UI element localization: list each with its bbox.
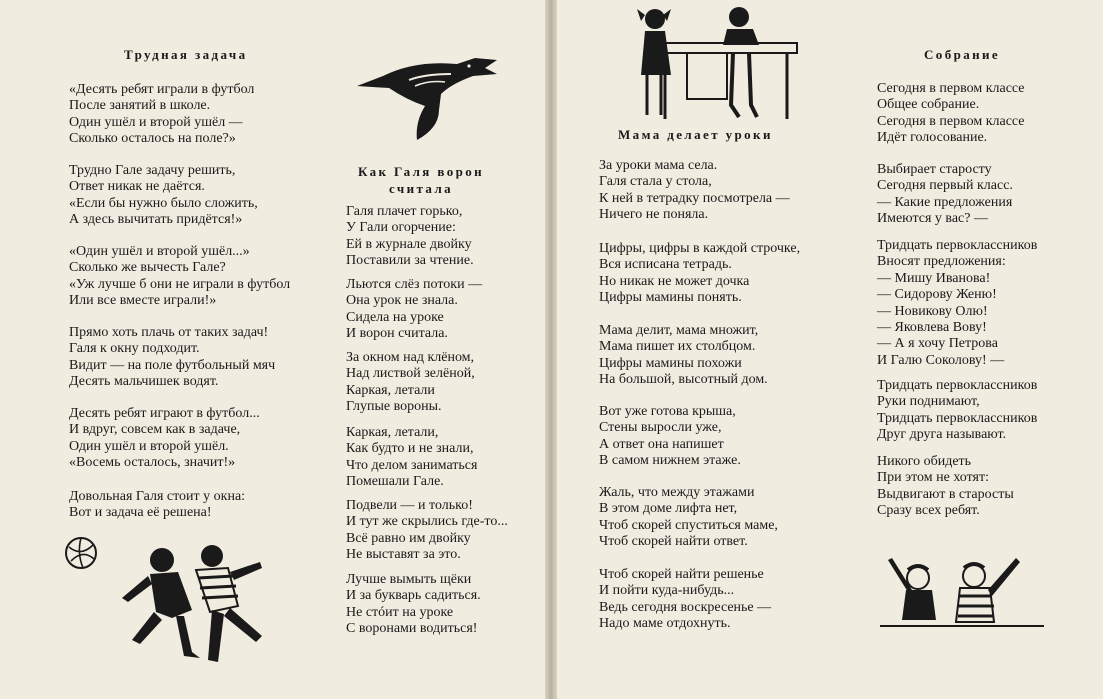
poem-line: За уроки мама села. (599, 158, 718, 173)
poem-line: Общее собрание. (877, 97, 980, 113)
poem-line: Довольная Галя стоит у окна: (69, 489, 246, 504)
mother-and-daughter-illustration (627, 5, 799, 123)
poem-stanza (599, 241, 800, 307)
poem-line: Один ушёл и второй ушёл — (69, 114, 243, 130)
poem-line: Льются слёз потоки — (346, 277, 483, 292)
poem-line: К ней в тетрадку посмотрела — (599, 190, 790, 206)
children-raising-hands-illustration (878, 540, 1046, 632)
poem-line: Но никак не может дочка (599, 273, 750, 289)
poem-line: — Какие предложения (877, 194, 1013, 210)
poem-line: Сразу всех ребят. (877, 503, 980, 519)
poem-line: Вот уже готова крыша, (599, 404, 736, 419)
poem-line: «Если бы нужно было сложить, (69, 195, 258, 211)
poem-line: И за букварь садиться. (346, 588, 481, 604)
poem-line: Видит — на поле футбольный мяч (69, 357, 276, 373)
poem-line: Ей в журнале двойку (346, 236, 472, 252)
poem-line: Жаль, что между этажами (599, 485, 755, 500)
poem-line: Цифры, цифры в каждой строчке, (599, 241, 801, 256)
poem-line: Помешали Гале. (346, 474, 444, 490)
book-spine (545, 0, 557, 699)
poem-line: Имеются у вас? — (877, 211, 988, 227)
poem-line: — Сидорову Женю! (877, 287, 997, 303)
poem-title-line: считала (388, 181, 454, 196)
poem-line: «Восемь осталось, значит!» (69, 455, 236, 471)
football-illustration (63, 535, 99, 571)
poem-line: А здесь вычитать придётся!» (69, 212, 243, 228)
poem-line: Не стóит на уроке (346, 604, 454, 620)
poem-line: Чтоб скорей спуститься маме, (599, 517, 778, 533)
poem-stanza (877, 81, 1025, 147)
poem-line: Ответ никак не даётся. (69, 179, 205, 195)
poem-line: Тридцать первоклассников (877, 238, 1038, 253)
poem-line: Цифры мамины понять. (599, 290, 742, 306)
poem-line: Прямо хоть плачь от таких задач! (69, 325, 269, 340)
poem-line: Или все вместе играли!» (69, 293, 217, 309)
poem-stanza (346, 425, 477, 491)
poem-line: Вносят предложения: (877, 254, 1006, 270)
poem-line: Она урок не знала. (346, 293, 458, 309)
poem-line: Сидела на уроке (346, 309, 444, 325)
poem-line: И тут же скрылись где-то... (346, 514, 508, 530)
poem-stanza (346, 350, 475, 416)
poem-line: На большой, высотный дом. (599, 372, 768, 388)
poem-line: И пойти куда-нибудь... (599, 583, 735, 599)
poem-line: При этом не хотят: (877, 470, 990, 486)
poem-stanza (599, 323, 768, 389)
poem-line: Чтоб скорей найти решенье (599, 567, 764, 582)
poem-line: Как будто и не знали, (346, 441, 474, 457)
poem-line: Галя плачет горько, (346, 204, 463, 219)
poem-line: Мама делит, мама множит, (599, 323, 759, 338)
poem-line: Лучше вымыть щёки (346, 572, 472, 587)
poem-line: Трудно Гале задачу решить, (69, 163, 236, 178)
poem-line: Мама пишет их столбцом. (599, 339, 756, 355)
poem-line: «Один ушёл и второй ушёл...» (69, 244, 250, 259)
poem-line: Не выставят за это. (346, 547, 461, 563)
poem-line: Тридцать первоклассников (877, 378, 1038, 393)
poem-stanza (877, 378, 1037, 444)
poem-title: Мама делает уроки (618, 127, 773, 142)
poem-line: Тридцать первоклассников (877, 410, 1038, 426)
poem-stanza (69, 163, 258, 229)
poem-line: Сегодня в первом классе (877, 113, 1025, 129)
poem-line: Стены выросли уже, (599, 420, 722, 436)
poem-title: Собрание (924, 47, 1001, 62)
crow-illustration (355, 50, 500, 145)
poem-stanza (599, 485, 778, 551)
poem-line: Галя к окну подходит. (69, 341, 200, 357)
poem-stanza (346, 498, 508, 564)
poem-line: Сколько же вычесть Гале? (69, 260, 226, 276)
poem-line: — Мишу Иванова! (877, 270, 991, 286)
poem-line: Сегодня в первом классе (877, 81, 1025, 96)
poem-stanza (599, 158, 790, 224)
poem-line: Десять ребят играют в футбол... (69, 406, 260, 421)
poem-line: Каркая, летали (346, 382, 435, 398)
poem-line: Руки поднимают, (877, 394, 980, 410)
poem-line: Сегодня первый класс. (877, 178, 1013, 194)
poem-line: И ворон считала. (346, 326, 448, 342)
poem-line: В самом нижнем этаже. (599, 453, 741, 469)
poem-line: Вот и задача её решена! (69, 505, 212, 521)
poem-line: У Гали огорчение: (346, 220, 456, 236)
poem-line: Всё равно им двойку (346, 530, 471, 546)
poem-line: Галя стала у стола, (599, 174, 712, 190)
poem-line: Подвели — и только! (346, 498, 473, 513)
poem-line: Вся исписана тетрадь. (599, 257, 732, 273)
poem-stanza (599, 404, 741, 470)
poem-stanza (346, 572, 481, 638)
poem-line: — Новикову Олю! (877, 303, 988, 319)
poem-line: А ответ она напишет (599, 436, 724, 452)
poem-line: Ведь сегодня воскресенье — (599, 599, 772, 615)
poem-line: С воронами водиться! (346, 621, 478, 637)
poem-stanza (346, 204, 474, 270)
running-boys-illustration (112, 540, 270, 675)
poem-line: За окном над клёном, (346, 350, 475, 365)
poem-stanza (877, 238, 1037, 369)
poem-line: После занятий в школе. (69, 98, 211, 114)
poem-stanza (69, 82, 254, 148)
poem-stanza (69, 406, 260, 472)
poem-line: Никого обидеть (877, 454, 972, 469)
poem-line: Над листвой зелёной, (346, 366, 475, 382)
poem-line: «Уж лучше б они не играли в футбол (69, 276, 291, 292)
poem-line: В этом доме лифта нет, (599, 501, 738, 517)
poem-stanza (599, 567, 771, 633)
poem-line: — А я хочу Петрова (877, 336, 998, 352)
poem-line: Каркая, летали, (346, 425, 439, 440)
poem-stanza (69, 244, 290, 310)
poem-line: Выдвигают в старосты (877, 486, 1014, 502)
poem-line: — Яковлева Вову! (877, 319, 987, 335)
poem-line: Ничего не поняла. (599, 207, 709, 223)
poem-stanza (877, 454, 1014, 520)
poem-line: Цифры мамины похожи (599, 355, 742, 371)
poem-title: Трудная задача (124, 47, 248, 62)
poem-line: Что делом заниматься (346, 457, 478, 473)
poem-line: Сколько осталось на поле?» (69, 131, 236, 147)
poem-line: Надо маме отдохнуть. (599, 616, 731, 632)
poem-line: Чтоб скорей найти ответ. (599, 534, 748, 550)
poem-line: Десять мальчишек водят. (69, 374, 219, 390)
poem-stanza (69, 325, 275, 391)
poem-stanza (877, 162, 1013, 228)
poem-line: И вдруг, совсем как в задаче, (69, 422, 241, 438)
poem-line: «Десять ребят играли в футбол (69, 82, 255, 97)
poem-line: И Галю Соколову! — (877, 352, 1005, 368)
poem-line: Глупые вороны. (346, 399, 442, 415)
poem-line: Выбирает старосту (877, 162, 992, 177)
poem-line: Идёт голосование. (877, 130, 988, 146)
poem-title-line: Как Галя ворон (357, 164, 485, 179)
poem-title (340, 163, 502, 197)
poem-line: Поставили за чтение. (346, 253, 474, 269)
poem-line: Друг друга называют. (877, 427, 1007, 443)
poem-stanza (69, 489, 245, 522)
poem-line: Один ушёл и второй ушёл. (69, 438, 229, 454)
poem-stanza (346, 277, 482, 343)
